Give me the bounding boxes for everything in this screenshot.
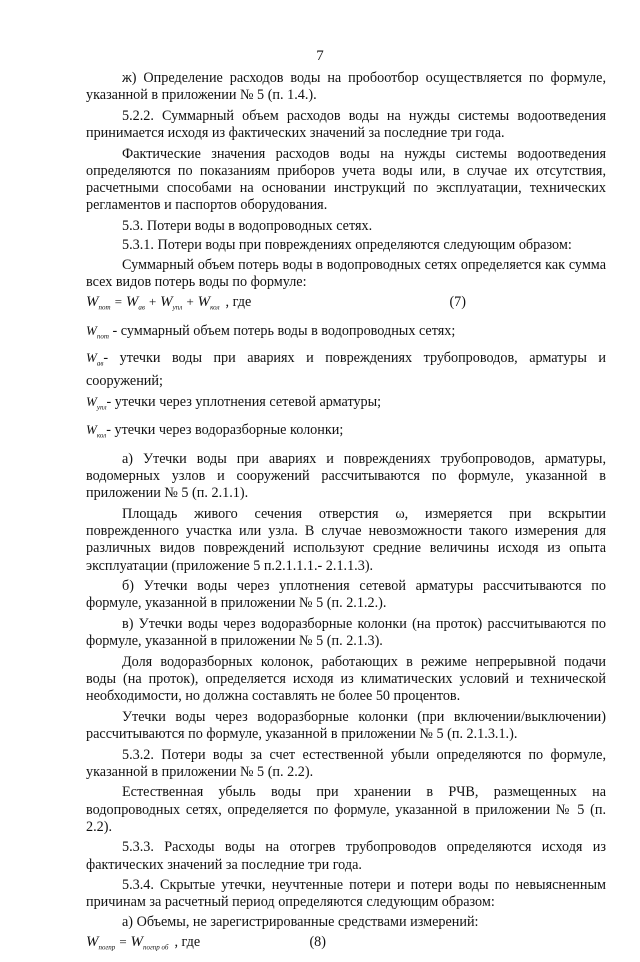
formula-8-where: , где [174, 934, 201, 951]
formula-8-expression: $W_{погпр} = W_{погпр об}$ [86, 934, 169, 952]
paragraph-3: Фактические значения расходов воды на нужды системы водоотведения определяются по показаниям приборов учета воды или, в случае их отсутствия, расчетными способами на основании инструкций по эксплуатации, технических регламентов и паспортов оборудования. [86, 145, 606, 214]
paragraph-5-3-2: 5.3.2. Потери воды за счет естественной убыли определяются по формуле, указанной в приложении № 5 (п. 2.2). [86, 746, 606, 780]
formula-7-expression: $W_{пот} = W_{ав} + W_{упл} + W_{кол}$ [86, 294, 220, 312]
definition-w-kol: $W_{кол}-$ утечки через водоразборные колонки; [86, 421, 344, 440]
paragraph-natural-loss: Естественная убыль воды при хранении в РЧВ, размещенных на водопроводных сетях, определяется по формуле, указанной в приложении № 5 (п. 2.2). [86, 784, 606, 835]
document-body [86, 70, 606, 962]
paragraph-c-leaks: в) Утечки воды через водоразборные колонки (на проток) рассчитываются по формуле, указанной в приложении № 5 (п. 2.1.3). [86, 615, 606, 650]
formula-7-where: , где [225, 294, 252, 311]
definition-w-pot: $W_{пот}$ - суммарный объем потерь воды в водопроводных сетях; [86, 323, 456, 341]
definition-w-av: $W_{ав}-$ утечки воды при авариях и повреждениях трубопроводов, арматуры и сооружений; [86, 350, 606, 389]
paragraph-switching: Утечки воды через водоразборные колонки (при включении/выключении) рассчитываются по формуле, указанной в приложении № 5 (п. 2.1.3.1.). [86, 708, 606, 743]
formula-7-number: (7) [449, 294, 466, 311]
section-heading-5-3: 5.3. Потери воды в водопроводных сетях. [122, 217, 373, 234]
paragraph-5-3-1: 5.3.1. Потери воды при повреждениях определяются следующим образом: [122, 237, 572, 254]
formula-8 [86, 933, 606, 957]
paragraph-b-leaks: б) Утечки воды через уплотнения сетевой арматуры рассчитываются по формуле, указанной в приложении № 5 (п. 2.1.2.). [86, 578, 606, 612]
paragraph-share: Доля водоразборных колонок, работающих в режиме непрерывной подачи воды (на проток), определяется исходя из климатических условий и технической необходимости, но должна составлять не более 50 процентов. [86, 653, 606, 705]
paragraph-a-volumes: а) Объемы, не зарегистрированные средствами измерений: [122, 913, 479, 930]
page-number: 7 [316, 48, 324, 64]
paragraph-area: Площадь живого сечения отверстия ω, измеряется при вскрытии поврежденного участка или узла. В случае невозможности такого измерения для различных видов повреждений используют средние величины исходя из опыта эксплуатации (приложение 5 п.2.1.1.1.- 2.1.1.3). [86, 505, 606, 574]
paragraph-5-3-3: 5.3.3. Расходы воды на отогрев трубопроводов определяются исходя из фактических значений за последние три года. [86, 839, 606, 873]
definition-w-upl: $W_{упл}-$ утечки через уплотнения сетевой арматуры; [86, 394, 382, 413]
paragraph-5-2-2: 5.2.2. Суммарный объем расходов воды на нужды системы водоотведения принимается исходя из фактических значений за последние три года. [86, 107, 606, 142]
paragraph-6: Суммарный объем потерь воды в водопроводных сетях определяется как сумма всех видов потерь воды по формуле: [86, 256, 606, 290]
paragraph-1: ж) Определение расходов воды на пробоотбор осуществляется по формуле, указанной в приложении № 5 (п. 1.4.). [86, 70, 606, 104]
paragraph-a-leaks: а) Утечки воды при авариях и повреждениях трубопроводов, арматуры, водомерных узлов и сооружений рассчитываются по формуле, указанной в приложении № 5 (п. 2.1.1). [86, 450, 606, 502]
formula-7 [86, 293, 606, 317]
paragraph-5-3-4: 5.3.4. Скрытые утечки, неучтенные потери и потери воды по невыясненным причинам за расчетный период определяются следующим образом: [86, 877, 606, 911]
formula-8-number: (8) [309, 934, 326, 951]
